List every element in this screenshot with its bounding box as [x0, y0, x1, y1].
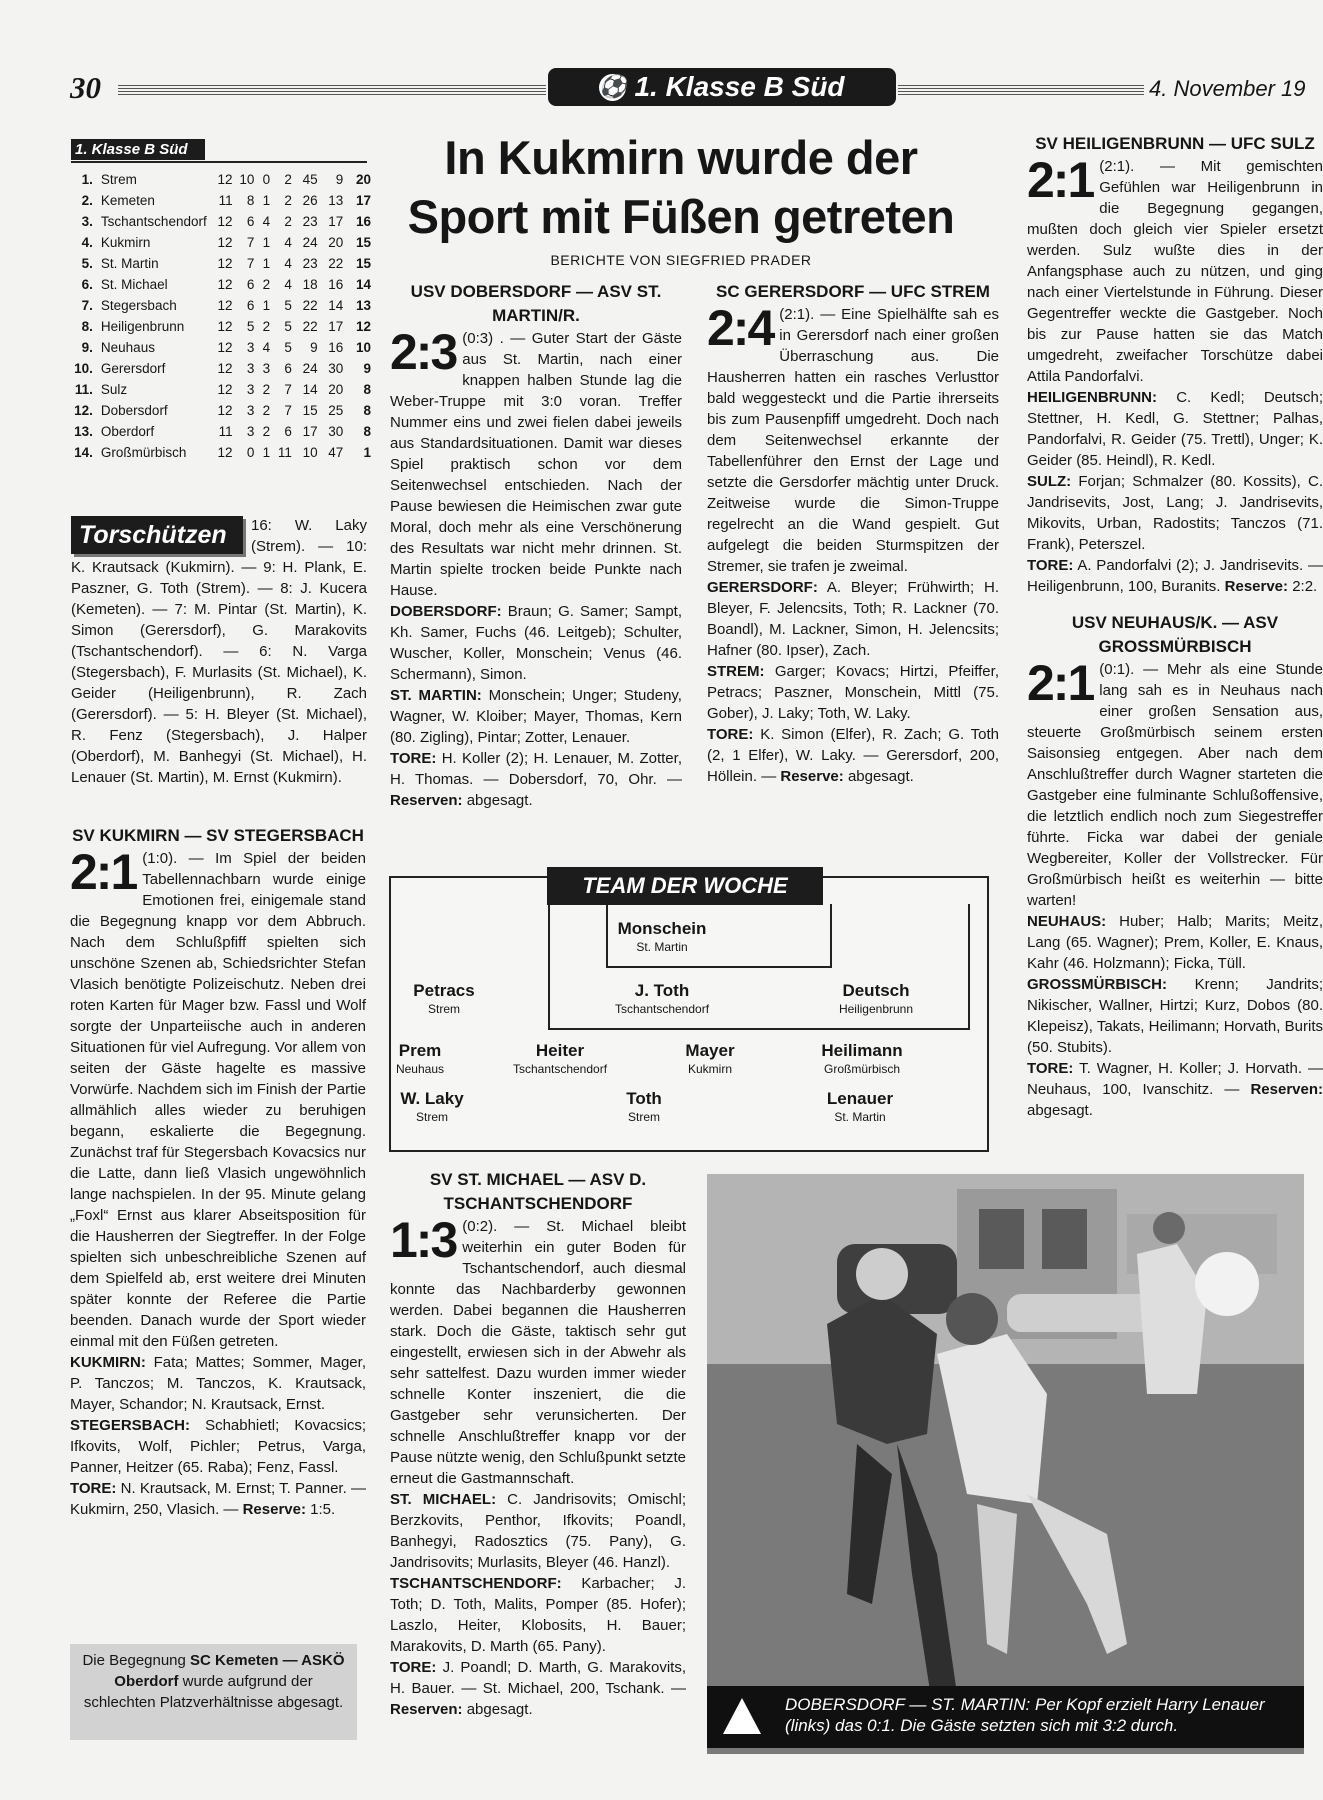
table-rule: [71, 161, 367, 163]
report-st-michael: [390, 1168, 686, 1720]
player-name: Deutsch: [842, 981, 910, 1000]
goals-text: K. Simon (Elfer), R. Zach; G. Toth (2, 1 Elfer), W. Laky. — Gerersdorf, 200, Höllein. —: [707, 726, 1000, 785]
stat-cell: 12: [217, 235, 233, 250]
reserve-label: Reserven:: [390, 1701, 463, 1718]
stat-cell: 2: [284, 214, 292, 229]
stat-cell: 14: [328, 298, 344, 313]
stat-cell: 4: [262, 214, 271, 229]
goals-text: T. Wagner, H. Koller; J. Horvath. — Neuhaus, 100, Ivanschitz. —: [1027, 1060, 1323, 1098]
stat-cell: 25: [328, 403, 344, 418]
report-body: [70, 844, 366, 1352]
soccer-ball-icon: ⚽: [599, 74, 627, 99]
report-dobersdorf: [390, 280, 682, 811]
stat-cell: 2: [262, 319, 271, 334]
stat-cell: 4: [262, 340, 271, 355]
points-cell: 15: [355, 256, 371, 271]
lineup-label: HEILIGENBRUNN:: [1027, 389, 1157, 406]
stat-cell: 4: [284, 277, 292, 292]
lineup-home: [390, 601, 682, 685]
lineup-label: ST. MICHAEL:: [390, 1491, 497, 1508]
stat-cell: 1: [262, 298, 271, 313]
team-cell: Oberdorf: [100, 424, 155, 439]
points-cell: 15: [355, 235, 371, 250]
lineup-home: [1027, 911, 1323, 974]
points-cell: 10: [355, 340, 371, 355]
stat-cell: 13: [328, 193, 344, 208]
report-body: [1027, 655, 1323, 911]
player-name: Mayer: [685, 1041, 735, 1060]
match-heading: SV HEILIGENBRUNN — UFC SULZ: [1035, 134, 1315, 153]
stat-cell: 16: [328, 277, 344, 292]
player-name: Monschein: [617, 919, 707, 938]
right-column-clip: [1025, 0, 1323, 1160]
match-score: 2:1: [1027, 152, 1094, 208]
match-photo-illustration: [707, 1174, 1304, 1746]
lineup-label: GROSSMÜRBISCH:: [1027, 976, 1168, 993]
team-cell: Dobersdorf: [100, 403, 168, 418]
report-text: (0:2). — St. Michael bleibt weiterhin ein guter Boden für Tschantschendorf, auch diesmal konnte das Nachbarderby gewonnen werden. Dabei begannen die Hausherren stark. Doch die Gäste, taktisch sehr gut eingestellt, erwiesen sich in der Abwehr als sehr sattelfest. Dazu wurden immer wieder schnelle Konter inszeniert, die die Gastgeber sehr verunsicherten. Der schnelle Anschlußtreffer knapp vor der Pause nützte wenig, den Schlußpunkt setzte erneut die Gastmannschaft.: [390, 1218, 687, 1487]
lineup-text: Garger; Kovacs; Hirtzi, Pfeiffer, Petracs; Paszner, Monschein, Mittl (75. Gober), J. Laky; Toth, W. Laky.: [707, 663, 999, 722]
section-badge: [548, 68, 896, 106]
rank-cell: 5.: [81, 256, 93, 271]
stat-cell: 23: [302, 256, 318, 271]
note-text: Die Begegnung: [82, 1652, 186, 1669]
lineup-text: C. Kedl; Deutsch; Stettner, H. Kedl, G. Stettner; Palhas, Pandorfalvi, R. Geider (75. Trettl), Unger; K. Geider (85. Heindl), R. Kedl.: [1027, 389, 1323, 469]
byline: BERICHTE VON SIEGFRIED PRADER: [550, 252, 812, 268]
note-text: wurde aufgrund der schlechten Platzverhältnisse abgesagt.: [83, 1673, 344, 1711]
lineup-text: A. Bleyer; Frühwirth; H. Bleyer, F. Jelencsits, Toth; R. Lackner (70. Boandl), M. Lackner, Simon, H. Jelencsits; Hafner (80. Ipser), Zach.: [707, 579, 999, 659]
table-row: [71, 211, 371, 232]
table-row: [71, 421, 371, 442]
rank-cell: 2.: [81, 193, 93, 208]
lineup-home: [707, 577, 999, 661]
team-player: [359, 980, 529, 1016]
stat-cell: 12: [217, 277, 233, 292]
note-teams: SC Kemeten — ASKÖ Oberdorf: [114, 1652, 345, 1690]
goals-line: [70, 1478, 366, 1520]
rank-cell: 11.: [74, 382, 93, 397]
team-player: [775, 1088, 945, 1124]
match-score: 2:1: [70, 844, 137, 900]
stat-cell: 47: [328, 445, 344, 460]
rank-cell: 6.: [81, 277, 93, 292]
match-heading: SC GERERSDORF — UFC STREM: [716, 282, 990, 301]
goals-line: [1027, 555, 1323, 597]
stat-cell: 12: [217, 298, 233, 313]
points-cell: 12: [355, 319, 371, 334]
lineup-label: TSCHANTSCHENDORF:: [390, 1575, 562, 1592]
stat-cell: 24: [302, 235, 318, 250]
stat-cell: 30: [328, 424, 344, 439]
stat-cell: 1: [262, 235, 271, 250]
team-player: [577, 980, 747, 1016]
match-heading: USV NEUHAUS/K. — ASV GROSSMÜRBISCH: [1071, 613, 1279, 656]
lineup-label: GERERSDORF:: [707, 579, 818, 596]
rank-cell: 9.: [81, 340, 93, 355]
goals-label: TORE:: [70, 1480, 117, 1497]
stat-cell: 5: [246, 319, 255, 334]
cancelled-match-note: [70, 1644, 357, 1740]
reserve-text: 2:2.: [1292, 578, 1318, 595]
goals-text: H. Koller (2); H. Lenauer, M. Zotter, H. Thomas. — Dobersdorf, 70, Ohr. —: [390, 750, 682, 788]
stat-cell: 12: [217, 361, 233, 376]
table-row: [71, 295, 371, 316]
stat-cell: 6: [284, 424, 292, 439]
stat-cell: 4: [284, 256, 292, 271]
table-row: [71, 379, 371, 400]
table-row: [71, 316, 371, 337]
stat-cell: 12: [217, 403, 233, 418]
points-cell: 8: [363, 382, 371, 397]
lineup-text: Schabhietl; Kovacsics; Ifkovits, Wolf, Pichler; Petrus, Varga, Panner, Heitzer (65. Raba); Fenz, Fassl.: [70, 1417, 367, 1476]
stat-cell: 23: [302, 214, 318, 229]
points-cell: 17: [355, 193, 371, 208]
points-cell: 16: [355, 214, 371, 229]
team-cell: Stegersbach: [100, 298, 177, 313]
reserve-label: Reserve:: [1224, 578, 1289, 595]
player-club: Heiligenbrunn: [838, 1002, 914, 1016]
team-player: [559, 1088, 729, 1124]
goals-text: N. Krautsack, M. Ernst; T. Panner. — Kukmirn, 250, Vlasich. —: [70, 1480, 367, 1518]
stat-cell: 3: [246, 403, 255, 418]
section-title: 1. Klasse B Süd: [634, 71, 845, 102]
stat-cell: 15: [302, 403, 318, 418]
player-name: J. Toth: [634, 981, 690, 1000]
team-player: [577, 918, 747, 954]
stat-cell: 7: [246, 256, 255, 271]
stat-cell: 2: [262, 403, 271, 418]
player-club: Tschantschendorf: [614, 1002, 710, 1016]
lineup-text: Monschein; Unger; Studeny, Wagner, W. Kloiber; Mayer, Thomas, Kern (80. Zigling), Pintar; Zotter, Lenauer.: [390, 687, 682, 746]
stat-cell: 12: [217, 340, 233, 355]
lineup-away: [1027, 471, 1323, 555]
goals-label: TORE:: [707, 726, 754, 743]
report-text: (0:3) . — Guter Start der Gäste aus St. Martin, nach einer knappen halben Stunde lag die Weber-Truppe mit 3:0 voran. Treffer Nummer eins und zwei fielen dabei jeweils aus Standardsituationen. Damit war dieses Spiel praktisch schon vor dem Seitenwechsel entschieden. Nach der Pause bewiesen die Heimischen zwar gute Moral, doch mehr als eine Verschönerung des Resultats war nicht mehr drinnen. St. Martin spielte trocken beide Punkte nach Hause.: [390, 330, 682, 599]
lineup-label: ST. MARTIN:: [390, 687, 482, 704]
report-body: [1027, 152, 1323, 387]
stat-cell: 12: [217, 445, 233, 460]
rank-cell: 13.: [74, 424, 93, 439]
scorers-text: [71, 515, 367, 788]
stat-cell: 24: [302, 361, 318, 376]
team-player: [347, 1088, 517, 1124]
lineup-home: [1027, 387, 1323, 471]
points-cell: 14: [355, 277, 371, 292]
report-heiligenbrunn: [1027, 132, 1323, 1121]
table-row: [71, 169, 371, 190]
team-cell: Gerersdorf: [100, 361, 166, 376]
team-player: [791, 980, 961, 1016]
reserve-label: Reserven:: [390, 792, 463, 809]
player-club: Tschantschendorf: [512, 1062, 608, 1076]
stat-cell: 2: [262, 424, 271, 439]
points-cell: 13: [355, 298, 371, 313]
match-score: 2:3: [390, 324, 457, 380]
team-player: [777, 1040, 947, 1076]
lineup-home: [390, 1489, 686, 1573]
rank-cell: 8.: [81, 319, 93, 334]
stat-cell: 17: [302, 424, 318, 439]
stat-cell: 9: [310, 340, 318, 355]
goals-label: TORE:: [390, 1659, 437, 1676]
team-player: [475, 1040, 645, 1076]
report-text: (2:1). — Mit gemischten Gefühlen war Heiligenbrunn in die Begegnung gegangen, mußten doch gleich vier Spieler ersetzt werden. Sulz wußte dies in der Anfangsphase auch zu nützen, und ging nach einer Viertelstunde in Führung. Dieser Gegentreffer weckte die Gastgeber. Noch bis zur Pause hatten sie das Match umgedreht, zweifacher Torschütze dabei Attila Pandorfalvi.: [1027, 158, 1323, 385]
team-cell: Neuhaus: [100, 340, 155, 355]
lineup-text: C. Jandrisovits; Omischl; Berzkovits, Penthor, Ifkovits; Poandl, Banhegyi, Radosztics (75. Pany), G. Jandrisovits; Murlasits, Bleyer (46. Hanzl).: [390, 1491, 686, 1571]
stat-cell: 16: [328, 340, 344, 355]
player-name: Lenauer: [826, 1089, 894, 1108]
reserve-label: Reserven:: [1250, 1081, 1323, 1098]
stat-cell: 14: [302, 382, 318, 397]
goals-label: TORE:: [390, 750, 437, 767]
issue-date: 4. November 19: [1149, 76, 1306, 101]
player-name: Heiter: [535, 1041, 585, 1060]
lineup-home: [70, 1352, 366, 1415]
match-heading: USV DOBERSDORF — ASV ST. MARTIN/R.: [410, 282, 662, 325]
team-cell: Sulz: [100, 382, 128, 397]
stat-cell: 1: [262, 193, 271, 208]
lineup-label: SULZ:: [1027, 473, 1072, 490]
goals-line: [390, 1657, 686, 1720]
stat-cell: 26: [302, 193, 318, 208]
stat-cell: 17: [328, 214, 344, 229]
stat-cell: 5: [284, 340, 292, 355]
stat-cell: 22: [328, 256, 344, 271]
lineup-label: STREM:: [707, 663, 765, 680]
page-number: 30: [70, 70, 101, 105]
rank-cell: 4.: [81, 235, 93, 250]
team-of-week-title: TEAM DER WOCHE: [547, 867, 823, 905]
team-cell: Heiligenbrunn: [100, 319, 185, 334]
rank-cell: 7.: [81, 298, 93, 313]
stat-cell: 9: [335, 172, 344, 187]
team-cell: Tschantschendorf: [100, 214, 207, 229]
player-name: Toth: [626, 1089, 662, 1108]
lineup-label: STEGERSBACH:: [70, 1417, 191, 1434]
stat-cell: 7: [284, 382, 292, 397]
stat-cell: 2: [262, 277, 271, 292]
lineup-away: [1027, 974, 1323, 1058]
stat-cell: 2: [262, 382, 271, 397]
goals-label: TORE:: [1027, 557, 1074, 574]
stat-cell: 17: [328, 319, 344, 334]
points-cell: 20: [355, 172, 371, 187]
goals-text: J. Poandl; D. Marth, G. Marakovits, H. Bauer. — St. Michael, 200, Tschank. —: [390, 1659, 686, 1697]
stat-cell: 3: [246, 361, 255, 376]
table-row: [71, 400, 371, 421]
lineup-text: Huber; Halb; Marits; Meitz, Lang (65. Wagner); Prem, Koller, E. Knaus, Kahr (46. Holzmann); Ficka, Tüll.: [1027, 913, 1323, 972]
reserve-text: abgesagt.: [847, 768, 914, 785]
stat-cell: 1: [262, 256, 271, 271]
player-club: Kukmirn: [687, 1062, 732, 1076]
stat-cell: 0: [262, 172, 271, 187]
table-row: [71, 190, 371, 211]
scorers-title-spacer: [71, 515, 251, 555]
points-cell: 9: [363, 361, 371, 376]
table-row: [71, 253, 371, 274]
stat-cell: 3: [262, 361, 271, 376]
report-kukmirn: [70, 824, 366, 1520]
headline: In Kukmirn wurde der Sport mit Füßen getreten: [407, 131, 955, 243]
table-row: [71, 274, 371, 295]
stat-cell: 18: [302, 277, 318, 292]
stat-cell: 12: [217, 256, 233, 271]
report-body: [390, 324, 682, 601]
goals-line: [390, 748, 682, 811]
stat-cell: 30: [328, 361, 344, 376]
stat-cell: 12: [217, 214, 233, 229]
lineup-away: [390, 685, 682, 748]
match-photo: [707, 1174, 1304, 1746]
match-heading: SV KUKMIRN — SV STEGERSBACH: [72, 826, 364, 845]
report-text: (0:1). — Mehr als eine Stunde lang sah es in Neuhaus nach einer großen Sensation aus, steuerte Großmürbisch seinem ersten Saisonsieg entgegen. Aber nach dem Anschlußtreffer durch Wagner starteten die Gastgeber eine fulminante Schlußoffensive, die letztlich endlich noch zum Siegestreffer führte. Ficka war dabei der geniale Wegbereiter, Koller der Vollstrecker. Für Großmürbisch heißt es weiterhin — bitte warten!: [1027, 661, 1323, 909]
stat-cell: 45: [302, 172, 318, 187]
reserve-text: abgesagt.: [466, 1701, 533, 1718]
stat-cell: 6: [246, 277, 255, 292]
lineup-label: KUKMIRN:: [70, 1354, 146, 1371]
stat-cell: 2: [284, 193, 292, 208]
stat-cell: 5: [284, 319, 292, 334]
team-cell: Strem: [100, 172, 137, 187]
stat-cell: 11: [218, 424, 233, 439]
stat-cell: 2: [284, 172, 292, 187]
player-club: Strem: [627, 1110, 660, 1124]
reserve-label: Reserve:: [242, 1501, 306, 1518]
match-heading: SV ST. MICHAEL — ASV D. TSCHANTSCHENDORF: [429, 1170, 647, 1213]
stat-cell: 5: [284, 298, 292, 313]
stat-cell: 3: [246, 340, 255, 355]
goals-line: [1027, 1058, 1323, 1121]
stat-cell: 12: [217, 172, 233, 187]
player-name: W. Laky: [400, 1089, 464, 1108]
stat-cell: 22: [302, 319, 318, 334]
lineup-label: DOBERSDORF:: [390, 603, 502, 620]
goals-label: TORE:: [1027, 1060, 1074, 1077]
table-row: [71, 232, 371, 253]
player-club: St. Martin: [636, 940, 688, 954]
table-row: [71, 358, 371, 379]
rank-cell: 12.: [74, 403, 93, 418]
reserve-text: abgesagt.: [1027, 1102, 1093, 1119]
match-score: 2:4: [707, 300, 774, 356]
stat-cell: 0: [246, 445, 255, 460]
report-gerersdorf: [707, 280, 999, 787]
player-club: Strem: [427, 1002, 460, 1016]
report-text: (1:0). — Im Spiel der beiden Tabellennachbarn wurde einige Emotionen frei, einigemale stand die Begegnung knapp vor dem Abbruch. Nach dem Schlußpfiff spielten sich unschöne Szenen ab, Schiedsrichter Stefan Vlasich benötigte Polizeischutz. Neben drei roten Karten für Mager bzw. Fassl und Wolf sorgte der Unparteiische auch in anderen Situationen für viel Aufregung. Vor allem von seiten der Gäste hagelte es massive Vorwürfe. Nachdem sich im Finish der Partie allmählich alles wieder zu beruhigen begann, eskalierte die Begegnung. Zunächst traf für Stegersbach Kovacsics nur die Latte, dann ließ Vlasich ungewöhnlich lange nachspielen. In der 95. Minute gelang „Foxl“ Ernst aus klarer Abseitsposition für die Hausherren der Siegtreffer. In der Folge spielten sich unbeschreibliche Szenen auf dem Spielfeld ab, erst weitere drei Minuten später konnte der Referee die Partie beenden. Danach wurde der Sport wieder einmal mit den Füßen getreten.: [70, 850, 366, 1350]
report-body: [390, 1212, 687, 1489]
team-cell: Kemeten: [100, 193, 155, 208]
match-score: 1:3: [390, 1212, 457, 1268]
stat-cell: 12: [217, 319, 233, 334]
rank-cell: 10.: [74, 361, 93, 376]
lineup-text: Fata; Mattes; Sommer, Mager, P. Tanczos; M. Tanczos, K. Krautsack, Mayer, Schandor; N. Krautsack, Ernst.: [70, 1354, 366, 1413]
stat-cell: 6: [246, 298, 255, 313]
table-row: [71, 442, 371, 463]
stat-cell: 6: [284, 361, 292, 376]
report-body: [707, 300, 999, 577]
table-title: 1. Klasse B Süd: [71, 139, 205, 160]
lineup-text: Forjan; Schmalzer (80. Kossits), C. Jandrisevits, Jost, Lang; J. Jandrisevits, Mikovits, Urban, Radostits; Tanczos (71. Frank), Peterszel.: [1027, 473, 1323, 553]
rank-cell: 3.: [81, 214, 93, 229]
rank-cell: 14.: [74, 445, 93, 460]
league-table: [71, 169, 371, 463]
player-name: Heilimann: [821, 1041, 903, 1060]
lineup-away: [70, 1415, 366, 1478]
report-neuhaus: [1027, 611, 1323, 1121]
reserve-label: Reserve:: [780, 768, 844, 785]
player-club: Großmürbisch: [823, 1062, 900, 1076]
reserve-text: 1:5.: [310, 1501, 336, 1518]
report-text: (2:1). — Eine Spielhälfte sah es in Gerersdorf nach einer großen Überraschung aus. Die Hausherren hatten ein rasches Verlusttor bald weggesteckt und die Partie ihrerseits bis zum Pausenpfiff umgedreht. Doch nach dem Seitenwechsel erkannte der Tabellenführer den Ernst der Lage und setzte die Gersdorfer mächtig unter Druck. Zeitweise wurde die Simon-Truppe regelrecht an die Wand gespielt. Gut aufgelegt die beiden Sturmspitzen der Stremer, sie trafen je zweimal.: [707, 306, 999, 575]
team-cell: Großmürbisch: [100, 445, 187, 460]
lineup-away: [390, 1573, 686, 1657]
goals-line: [707, 724, 999, 787]
stat-cell: 22: [302, 298, 318, 313]
lineup-label: NEUHAUS:: [1027, 913, 1107, 930]
team-cell: St. Michael: [100, 277, 168, 292]
team-cell: St. Martin: [100, 256, 159, 271]
reserve-text: abgesagt.: [466, 792, 533, 809]
team-player: [625, 1040, 795, 1076]
stat-cell: 11: [277, 445, 292, 460]
lineup-text: Braun; G. Samer; Sampt, Kh. Samer, Fuchs (46. Leitgeb); Schulter, Wuscher, Koller, Monschein; Venus (46. Schermann), Simon.: [390, 603, 682, 683]
stat-cell: 3: [246, 382, 255, 397]
player-club: St. Martin: [834, 1110, 886, 1124]
stat-cell: 11: [218, 193, 233, 208]
points-cell: 8: [363, 424, 371, 439]
points-cell: 1: [363, 445, 371, 460]
stat-cell: 20: [328, 382, 344, 397]
goals-text: A. Pandorfalvi (2); J. Jandrisevits. — Heiligenbrunn, 100, Buranits.: [1027, 557, 1323, 595]
stat-cell: 7: [284, 403, 292, 418]
stat-cell: 8: [246, 193, 255, 208]
photo-caption: [707, 1686, 1304, 1748]
stat-cell: 10: [302, 445, 318, 460]
player-name: Prem: [398, 1041, 442, 1060]
match-score: 2:1: [1027, 655, 1094, 711]
team-cell: Kukmirn: [100, 235, 151, 250]
scorers-title: Torschützen: [71, 516, 243, 554]
stat-cell: 20: [328, 235, 344, 250]
lineup-text: Krenn; Jandrits; Nikischer, Wallner, Hirtzi; Kurz, Dobos (80. Klepeisz), Takats, Heilimann; Horvath, Burits (50. Stubits).: [1027, 976, 1323, 1056]
stat-cell: 3: [246, 424, 255, 439]
lineup-away: [707, 661, 999, 724]
stat-cell: 7: [246, 235, 255, 250]
points-cell: 8: [363, 403, 371, 418]
rank-cell: 1.: [81, 172, 93, 187]
stat-cell: 6: [246, 214, 255, 229]
photo-caption-text: DOBERSDORF — ST. MARTIN: Per Kopf erzielt Harry Lenauer (links) das 0:1. Die Gäste setzten sich mit 3:2 durch.: [785, 1695, 1265, 1735]
header-rule-left: [118, 84, 546, 95]
lineup-text: Karbacher; J. Toth; D. Toth, Malits, Pomper (85. Hofer); Laszlo, Heiter, Klobosits, H. Bauer; Marakovits, D. Marth (65. Pany).: [390, 1575, 686, 1655]
table-row: [71, 337, 371, 358]
player-name: Petracs: [413, 981, 475, 1000]
scorers-list: 16: W. Laky (Strem). — 10: K. Krautsack (Kukmirn). — 9: H. Plank, E. Paszner, G. Toth (Strem). — 8: J. Kucera (Kemeten). — 7: M. Pintar (St. Martin), K. Simon (Gerersdorf), G. Marakovits (Tschantschendorf). — 6: N. Varga (Stegersbach), F. Murlasits (St. Michael), K. Geider (Heiligenbrunn), R. Zach (Gerersdorf). — 5: H. Bleyer (St. Michael), R. Fenz (Stegersbach), J. Halper (Oberdorf), M. Banhegyi (St. Michael), H. Lenauer (St. Martin), M. Ernst (Kukmirn).: [71, 517, 367, 786]
player-club: Strem: [415, 1110, 448, 1124]
stat-cell: 1: [262, 445, 271, 460]
stat-cell: 12: [217, 382, 233, 397]
player-club: Neuhaus: [395, 1062, 445, 1076]
stat-cell: 4: [284, 235, 292, 250]
stat-cell: 10: [239, 172, 255, 187]
triangle-pointer-icon: [723, 1698, 761, 1734]
